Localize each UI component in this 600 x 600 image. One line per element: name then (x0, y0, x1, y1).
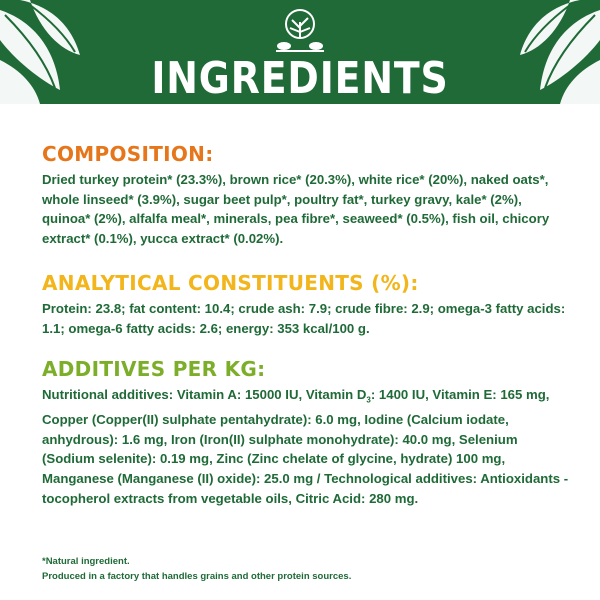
composition-heading: COMPOSITION: (42, 142, 214, 166)
analytical-text: Protein: 23.8; fat content: 10.4; crude ash: 7.9; crude fibre: 2.9; omega-3 fatty acids: 1.1; omega-6 fatty acids: 2.6; energy: 353 kcal/100 g. (42, 301, 566, 336)
vitamin-d-subscript: 3 (366, 395, 371, 405)
additives-text (42, 385, 572, 508)
page-title: INGREDIENTS (151, 53, 449, 104)
additives-heading: ADDITIVES PER KG: (42, 357, 266, 381)
natural-ingredient-footnote: *Natural ingredient. (42, 556, 130, 567)
additives-text-part-2: : 1400 IU, Vitamin E: 165 mg, Copper (Copper(II) sulphate pentahydrate): 6.0 mg, Iodine (Calcium iodate, anhydrous): 1.6 mg, Iron (Iron(II) sulphate monohydrate): 40.0 mg, Selenium (Sodium selenite): 0.19 mg, Zinc (Zinc chelate of glycine, hydrate) 100 mg, Manganese (Manganese (II) oxide): 25.0 mg / Technological additives: Antioxidants - tocopherol extracts from vegetable oils, Citric Acid: 280 mg. (42, 387, 569, 506)
composition-text: Dried turkey protein* (23.3%), brown rice* (20.3%), white rice* (20%), naked oats*, whole linseed* (3.9%), sugar beet pulp*, poultry fat*, turkey gravy, kale* (2%), quinoa* (2%), alfalfa meal*, minerals, pea fibre*, seaweed* (0.5%), fish oil, chicory extract* (0.1%), yucca extract* (0.02%). (42, 172, 550, 246)
header-banner (0, 0, 600, 104)
factory-footnote: Produced in a factory that handles grains and other protein sources. (42, 571, 352, 582)
tree-with-animals-logo-icon (270, 8, 330, 56)
analytical-heading: ANALYTICAL CONSTITUENTS (%): (42, 271, 419, 295)
additives-text-part-1: Nutritional additives: Vitamin A: 15000 IU, Vitamin D (42, 387, 367, 402)
composition-section (42, 142, 572, 248)
analytical-section (42, 271, 572, 338)
additives-section (42, 357, 572, 508)
